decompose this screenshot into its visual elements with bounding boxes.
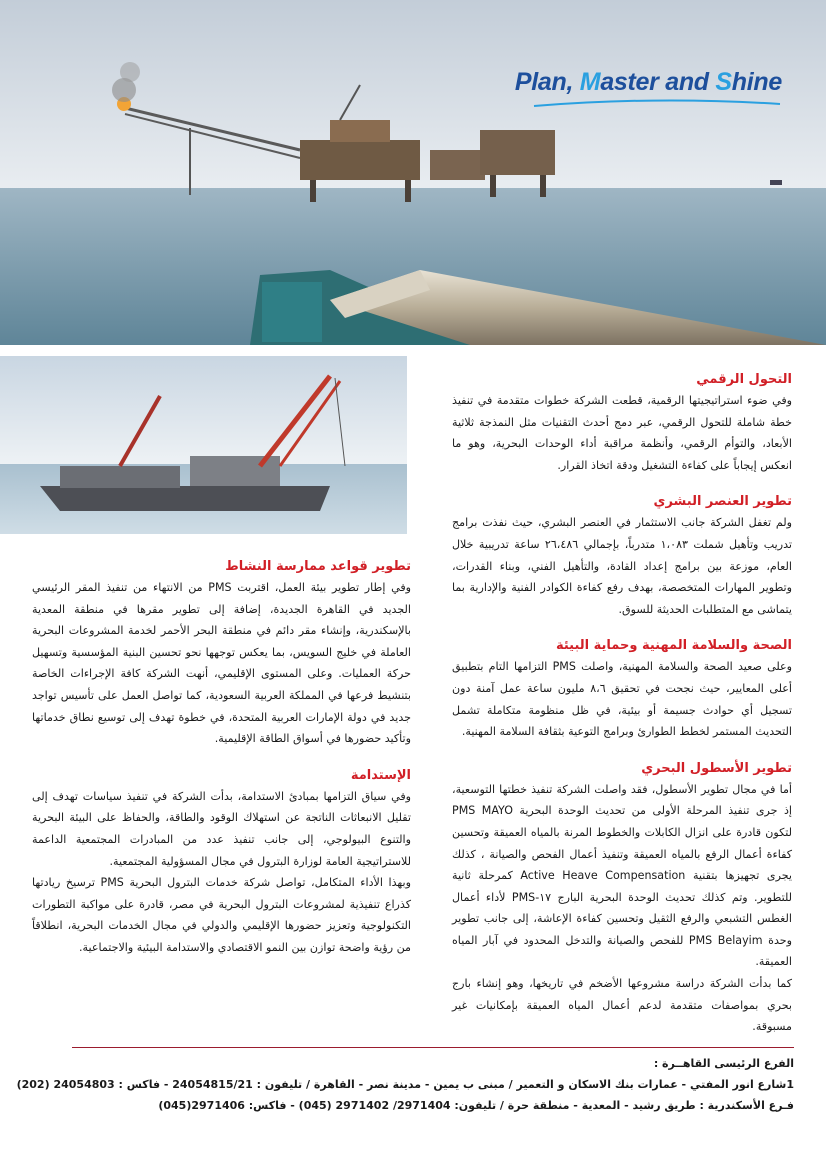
right-column: [452, 370, 792, 1054]
paragraph-closing: وبهذا الأداء المتكامل، تواصل شركة خدمات البترول البحرية PMS ترسيخ ريادتها كذراع تنفيذية لمشروعات البترول البحرية في مصر، قادرة على مواكبة التطورات التكنولوجية وتعزيز حضورها الإقليمي والدولي في مجال الخدمات البحرية، انطلاقاً من رؤية واضحة توازن بين النمو الاقتصادي والاستدامة البيئية والاجتماعية.: [32, 876, 411, 954]
heading-fleet-development: تطوير الأسطول البحري: [641, 760, 792, 776]
paragraph-digital-transformation: وفي ضوء استراتيجيتها الرقمية، قطعت الشركة خطوات متقدمة في تنفيذ خطة شاملة للتحول الرقمي، عبر دمج أحدث التقنيات مثل النمذجة ثلاثية الأبعاد، والتوأم الرقمي، وأنظمة مراقبة أداء الوحدات البحرية، وهو ما انعكس إيجاباً على كفاءة التشغيل ودقة اتخاذ القرار.: [452, 394, 792, 472]
footer-divider: [72, 1047, 794, 1048]
paragraph-business-base: وفي إطار تطوير بيئة العمل، اقتربت PMS من الانتهاء من تنفيذ المقر الرئيسي الجديد في القاهرة الجديدة، إضافة إلى تطوير مقرها في منطقة المعدية بالإسكندرية، وإنشاء مقر دائم في منطقة البحر الأحمر لخدمة المشروعات البحرية العاملة في خليج السويس، بما يعكس توجهها نحو تحسين البنية المؤسسية وتسهيل حركة العمليات. وعلى المستوى الإقليمي، أنهت الشركة كافة الإجراءات الخاصة بتنشيط فرعها في المملكة العربية السعودية، كما تواصل العمل على تأسيس تواجد جديد في دولة الإمارات العربية المتحدة، في خطوة تهدف إلى توسيع نطاق خدماتها وتأكيد حضورها في أسواق الطاقة الإقليمية.: [32, 581, 411, 746]
heading-business-base: تطوير قواعد ممارسة النشاط: [225, 559, 411, 574]
brand-slogan: Plan, Master and Shine: [514, 68, 782, 96]
footer-alex-branch: فـرع الأسكندرية : طريق رشيد - المعدية - منطقة حرة / تليفون: 2971404/ 2971402 (045) - فاكس: 2971406(045): [158, 1099, 794, 1112]
left-column: [32, 557, 411, 975]
paragraph-sustainability: وفي سياق التزامها بمبادئ الاستدامة، بدأت الشركة في تنفيذ سياسات تهدف إلى تقليل الانبعاثات الناتجة عن استهلاك الوقود والطاقة، والحفاظ على البيئة البحرية والتنوع البيولوجي، إلى جانب تنفيذ عدد من المبادرات المجتمعية الداعمة للاستراتيجية العامة لوزارة البترول في مجال المسؤولية المجتمعية.: [32, 789, 411, 868]
brand-swoosh: [532, 98, 782, 108]
heading-human-development: تطوير العنصر البشري: [653, 494, 792, 510]
heading-sustainability: الإستدامة: [350, 767, 411, 783]
paragraph-hse: وعلى صعيد الصحة والسلامة المهنية، واصلت PMS التزامها التام بتطبيق أعلى المعايير، حيث نجحت في تحقيق ٨،٦ مليون ساعة عمل آمنة دون تسجيل أي حوادث جسيمة أو بيئية، في ظل منظومة متكاملة تشمل التحديث المستمر لخطط الطوارئ وبرامج التوعية بثقافة السلامة المهنية.: [452, 660, 793, 739]
paragraph-fleet-development: أما في مجال تطوير الأسطول، فقد واصلت الشركة تنفيذ خطتها التوسعية، إذ جرى تنفيذ المرحلة الأولى من تحديث الوحدة البحرية PMS MAYO لتكون قادرة على انزال الكابلات والخطوط المرنة بالمياه العميقة وتحسين كفاءة أعمال الرفع بالمياه العميقة وتنفيذ أعمال الفحص والصيانة ، كذلك يجرى تجهيزها بتقنية Active Heave Compensation كمرحلة ثانية للتطوير. وتم كذلك تحديث الوحدة البحرية البارج ١٧-PMS لأداء أعمال الغطس التشبعي والرفع الثقيل وتحسين كفاءة الإعاشة، إلى جانب تطوير وحدة PMS Belayim للفحص والصيانة والتدخل المحدود في آبار المياه العميقة.: [452, 782, 792, 969]
footer-cairo-label: الفرع الرئيسى القاهــرة :: [653, 1057, 794, 1070]
footer-contacts: [16, 1053, 794, 1116]
footer-cairo-address: 1شارع انور المفتي - عمارات بنك الاسكان و التعمير / مبنى ب يمين - مدينة نصر - القاهرة / تليفون : 24054815/21 - فاكس : 24054803 (202): [16, 1078, 794, 1091]
hero-photo-offshore-platform: [0, 0, 826, 345]
paragraph-human-development: ولم تغفل الشركة جانب الاستثمار في العنصر البشري، حيث نفذت برامج تدريب وتأهيل شملت ١،٠٨٣ متدرباً، بإجمالي ٢٦،٤٨٦ ساعة تدريبية خلال العام، موزعة بين برامج إعداد القادة، والتأهيل الفني، وبناء القدرات، وتطوير المهارات المتخصصة، بهدف رفع كفاءة الكوادر الفنية والإدارية بما يتماشى مع المتطلبات الحديثة للسوق.: [452, 516, 793, 616]
heading-digital-transformation: التحول الرقمي: [696, 372, 792, 387]
crane-barge-photo: [0, 356, 407, 534]
heading-hse: الصحة والسلامة المهنية وحماية البيئة: [555, 638, 792, 654]
paragraph-fleet-barge: كما بدأت الشركة دراسة مشروعها الأضخم في تاريخها، وهو إنشاء بارج بحري بمواصفات متقدمة لدعم أعمال المياه العميقة بإمكانيات غير مسبوقة.: [452, 977, 792, 1034]
